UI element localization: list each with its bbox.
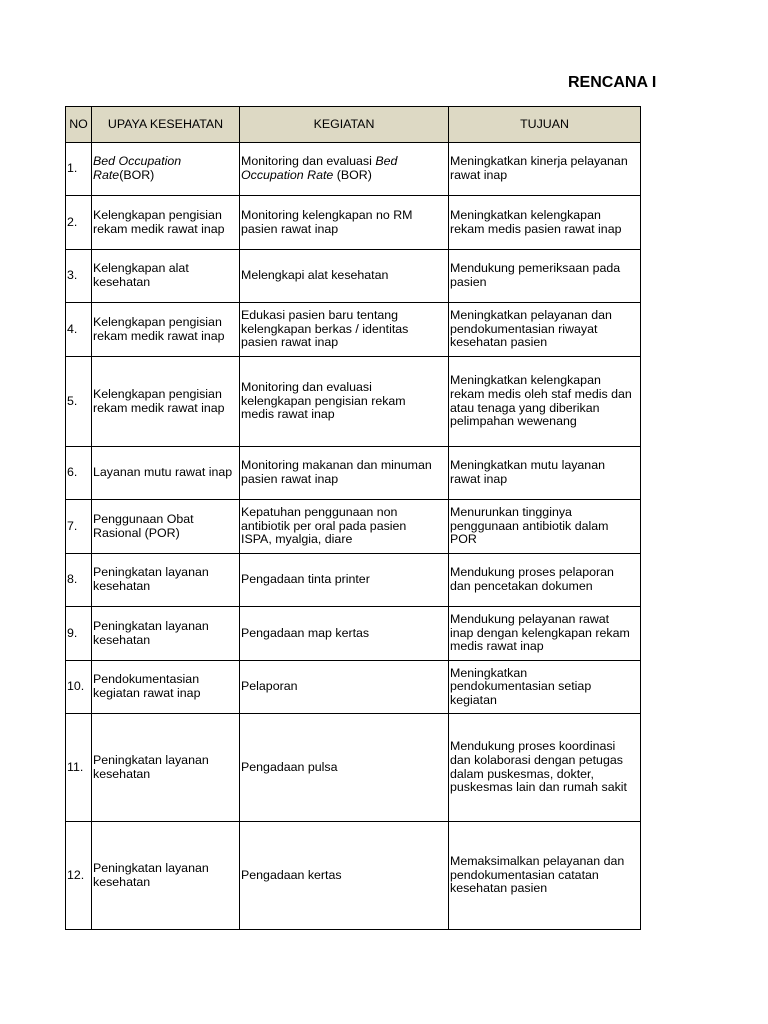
table-row bbox=[66, 143, 641, 196]
upaya-cell bbox=[92, 143, 240, 196]
header-upaya-kesehatan: UPAYA KESEHATAN bbox=[92, 107, 240, 143]
row-number: 10. bbox=[66, 661, 92, 714]
kegiatan-cell bbox=[240, 500, 449, 554]
row-number: 3. bbox=[66, 250, 92, 303]
upaya-text: Peningkatan layanan kesehatan bbox=[93, 860, 209, 889]
tujuan-text: Mendukung proses koordinasi dan kolaborasi dengan petugas dalam puskesmas, dokter, puskesmas lain dan rumah sakit bbox=[450, 739, 627, 795]
kegiatan-cell bbox=[240, 303, 449, 357]
upaya-cell bbox=[92, 822, 240, 930]
kegiatan-text: Monitoring makanan dan minuman pasien rawat inap bbox=[241, 458, 432, 486]
tujuan-text: Meningkatkan kelengkapan rekam medis oleh staf medis dan atau tenaga yang diberikan pelimpahan wewenang bbox=[450, 373, 632, 429]
tujuan-text: Mendukung pemeriksaan pada pasien bbox=[450, 261, 621, 289]
tujuan-cell bbox=[449, 250, 641, 303]
kegiatan-cell bbox=[240, 554, 449, 607]
tujuan-text: Meningkatkan kelengkapan rekam medis pasien rawat inap bbox=[450, 207, 622, 236]
tujuan-text: Meningkatkan mutu layanan rawat inap bbox=[450, 458, 605, 486]
upaya-cell bbox=[92, 447, 240, 500]
table-row bbox=[66, 357, 641, 447]
table-row bbox=[66, 661, 641, 714]
upaya-text: Peningkatan layanan kesehatan bbox=[93, 565, 209, 593]
tujuan-cell bbox=[449, 714, 641, 822]
upaya-cell bbox=[92, 250, 240, 303]
table-row bbox=[66, 250, 641, 303]
upaya-suffix-text: (BOR) bbox=[119, 168, 155, 182]
table-row bbox=[66, 607, 641, 661]
tujuan-cell bbox=[449, 607, 641, 661]
row-number: 4. bbox=[66, 303, 92, 357]
tujuan-text: Memaksimalkan pelayanan dan pendokumentasian catatan kesehatan pasien bbox=[450, 854, 625, 896]
kegiatan-text: Pelaporan bbox=[241, 679, 298, 694]
kegiatan-cell bbox=[240, 447, 449, 500]
kegiatan-cell bbox=[240, 714, 449, 822]
page-title: RENCANA I bbox=[568, 74, 657, 91]
upaya-cell bbox=[92, 357, 240, 447]
upaya-text: Kelengkapan pengisian rekam medik rawat inap bbox=[93, 386, 225, 415]
tujuan-text: Meningkatkan pendokumentasian setiap kegiatan bbox=[450, 665, 592, 707]
table-row bbox=[66, 822, 641, 930]
tujuan-text: Meningkatkan pelayanan dan pendokumentasian riwayat kesehatan pasien bbox=[450, 308, 612, 350]
kegiatan-text: Monitoring kelengkapan no RM pasien rawat inap bbox=[241, 207, 413, 236]
table-row bbox=[66, 554, 641, 607]
header-kegiatan: KEGIATAN bbox=[240, 107, 449, 143]
tujuan-text: Mendukung pelayanan rawat inap dengan kelengkapan rekam medis rawat inap bbox=[450, 612, 630, 654]
upaya-cell bbox=[92, 714, 240, 822]
row-number: 5. bbox=[66, 357, 92, 447]
kegiatan-text: Melengkapi alat kesehatan bbox=[241, 268, 389, 283]
table-header-row bbox=[66, 107, 641, 143]
tujuan-cell bbox=[449, 303, 641, 357]
upaya-cell bbox=[92, 500, 240, 554]
kegiatan-cell bbox=[240, 250, 449, 303]
row-number: 8. bbox=[66, 554, 92, 607]
upaya-text: Layanan mutu rawat inap bbox=[93, 465, 233, 480]
upaya-cell bbox=[92, 303, 240, 357]
row-number: 12. bbox=[66, 822, 92, 930]
kegiatan-text: Edukasi pasien baru tentang kelengkapan berkas / identitas pasien rawat inap bbox=[241, 308, 409, 350]
upaya-text: Peningkatan layanan kesehatan bbox=[93, 618, 209, 647]
tujuan-cell bbox=[449, 196, 641, 250]
row-number: 7. bbox=[66, 500, 92, 554]
table-row bbox=[66, 500, 641, 554]
kegiatan-text: Pengadaan kertas bbox=[241, 867, 342, 882]
table-row bbox=[66, 303, 641, 357]
upaya-text: Kelengkapan alat kesehatan bbox=[93, 261, 189, 289]
kegiatan-cell bbox=[240, 822, 449, 930]
kegiatan-cell bbox=[240, 607, 449, 661]
tujuan-text: Meningkatkan kinerja pelayanan rawat inap bbox=[450, 154, 628, 182]
kegiatan-text: Kepatuhan penggunaan non antibiotik per oral pada pasien ISPA, myalgia, diare bbox=[241, 505, 407, 547]
kegiatan-suffix-text: (BOR) bbox=[333, 168, 372, 182]
table-row bbox=[66, 447, 641, 500]
kegiatan-cell bbox=[240, 357, 449, 447]
kegiatan-cell bbox=[240, 661, 449, 714]
kegiatan-cell bbox=[240, 143, 449, 196]
upaya-cell bbox=[92, 607, 240, 661]
kegiatan-text: Pengadaan tinta printer bbox=[241, 572, 370, 587]
tujuan-text: Menurunkan tingginya penggunaan antibiotik dalam POR bbox=[450, 505, 609, 547]
upaya-text: Kelengkapan pengisian rekam medik rawat inap bbox=[93, 207, 225, 236]
tujuan-cell bbox=[449, 447, 641, 500]
row-number: 11. bbox=[66, 714, 92, 822]
tujuan-text: Mendukung proses pelaporan dan pencetakan dokumen bbox=[450, 565, 614, 593]
upaya-cell bbox=[92, 661, 240, 714]
upaya-text: Kelengkapan pengisian rekam medik rawat inap bbox=[93, 314, 225, 343]
upaya-text: Penggunaan Obat Rasional (POR) bbox=[93, 511, 194, 540]
tujuan-cell bbox=[449, 357, 641, 447]
kegiatan-prefix-text: Monitoring dan evaluasi bbox=[241, 154, 376, 169]
upaya-italic-text: Bed Occupation Rate bbox=[93, 154, 182, 182]
kegiatan-cell bbox=[240, 196, 449, 250]
header-no: NO bbox=[66, 107, 92, 143]
tujuan-cell bbox=[449, 661, 641, 714]
header-tujuan: TUJUAN bbox=[449, 107, 641, 143]
tujuan-cell bbox=[449, 822, 641, 930]
upaya-cell bbox=[92, 196, 240, 250]
tujuan-cell bbox=[449, 500, 641, 554]
kegiatan-text: Pengadaan map kertas bbox=[241, 625, 370, 640]
tujuan-cell bbox=[449, 143, 641, 196]
row-number: 6. bbox=[66, 447, 92, 500]
row-number: 9. bbox=[66, 607, 92, 661]
kegiatan-italic-text: Bed Occupation Rate bbox=[241, 154, 398, 182]
row-number: 1. bbox=[66, 143, 92, 196]
plan-table bbox=[65, 106, 641, 930]
kegiatan-text: Pengadaan pulsa bbox=[241, 759, 338, 774]
upaya-cell bbox=[92, 554, 240, 607]
kegiatan-text: Monitoring dan evaluasi kelengkapan pengisian rekam medis rawat inap bbox=[241, 380, 406, 422]
table-row bbox=[66, 196, 641, 250]
tujuan-cell bbox=[449, 554, 641, 607]
table-row bbox=[66, 714, 641, 822]
upaya-text: Peningkatan layanan kesehatan bbox=[93, 752, 209, 781]
row-number: 2. bbox=[66, 196, 92, 250]
upaya-text: Pendokumentasian kegiatan rawat inap bbox=[93, 672, 201, 700]
